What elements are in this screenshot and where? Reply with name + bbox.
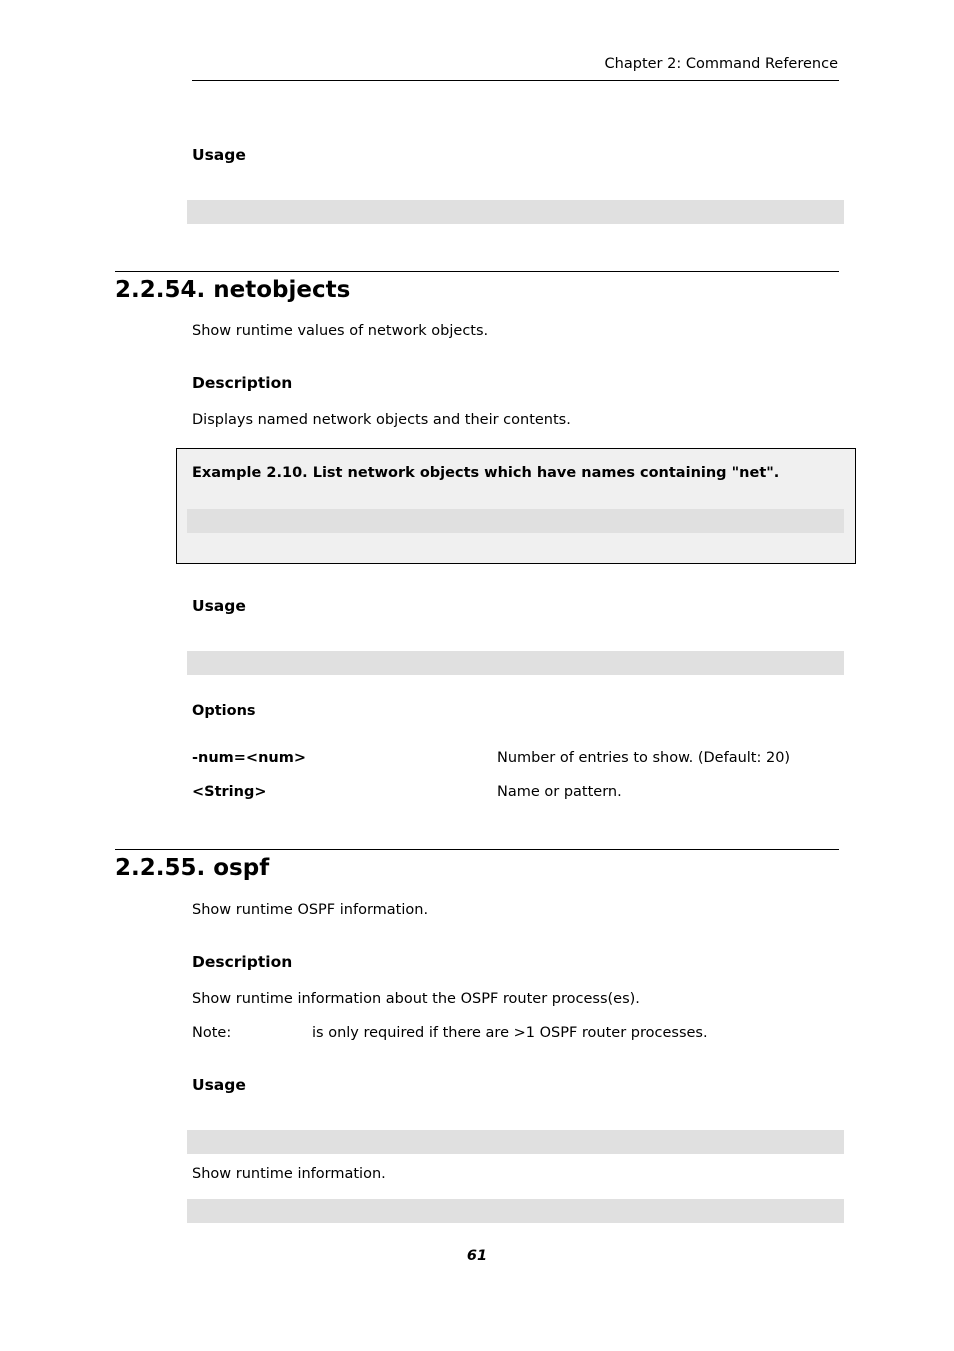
usage-text: Show runtime information. <box>192 1166 386 1182</box>
usage-heading: Usage <box>192 597 246 615</box>
page-number: 61 <box>466 1248 488 1264</box>
description-text: Show runtime information about the OSPF router process(es). <box>192 991 640 1007</box>
code-block <box>187 200 844 224</box>
note-label: Note: <box>192 1025 232 1041</box>
code-block <box>187 1130 844 1154</box>
option-description: Name or pattern. <box>497 784 622 800</box>
note-text: is only required if there are >1 OSPF router processes. <box>312 1025 708 1041</box>
description-heading: Description <box>192 374 293 392</box>
usage-heading: Usage <box>192 146 246 164</box>
options-heading: Options <box>192 703 256 719</box>
running-header: Chapter 2: Command Reference <box>604 56 838 72</box>
section-divider <box>115 271 839 272</box>
header-divider <box>192 80 839 81</box>
section-summary: Show runtime OSPF information. <box>192 902 429 918</box>
code-block <box>187 1199 844 1223</box>
option-name: <String> <box>192 784 267 800</box>
section-title-ospf: 2.2.55. ospf <box>115 855 270 881</box>
example-code-block <box>187 509 844 533</box>
section-summary: Show runtime values of network objects. <box>192 323 489 339</box>
option-name: -num=<num> <box>192 750 306 766</box>
section-divider <box>115 849 839 850</box>
usage-heading: Usage <box>192 1076 246 1094</box>
description-heading: Description <box>192 953 293 971</box>
code-block <box>187 651 844 675</box>
section-title-netobjects: 2.2.54. netobjects <box>115 277 351 303</box>
option-description: Number of entries to show. (Default: 20) <box>497 750 791 766</box>
description-text: Displays named network objects and their contents. <box>192 412 571 428</box>
example-title: Example 2.10. List network objects which have names containing "net". <box>192 465 780 481</box>
